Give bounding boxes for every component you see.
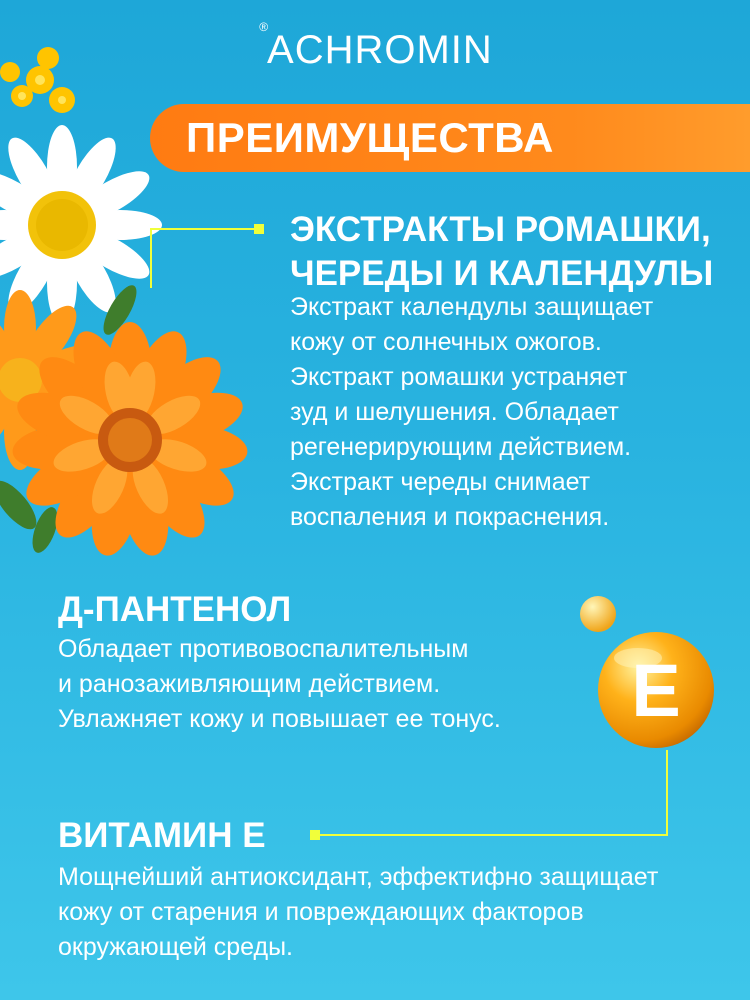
section-title-extracts: ЭКСТРАКТЫ РОМАШКИ, ЧЕРЕДЫ И КАЛЕНДУЛЫ [290, 210, 714, 293]
banner-title: ПРЕИМУЩЕСТВА [186, 114, 554, 161]
section-title-panthenol: Д-ПАНТЕНОЛ [58, 590, 292, 629]
vitamin-letter: E [631, 649, 681, 732]
section-text-extracts: Экстракт календулы защищает кожу от солнечных ожогов. Экстракт ромашки устраняет зуд и шелушения. Обладает регенерирующим действием. Экстракт череды снимает воспаления и покраснения. [290, 293, 654, 531]
yellow-herb-flowers-icon [0, 47, 75, 113]
flowers-illustration [0, 40, 260, 560]
connector-line-extracts [150, 228, 254, 230]
connector-dot-extracts [254, 224, 264, 234]
registered-mark: ® [259, 19, 270, 34]
section-text-vitamin-e: Мощнейший антиоксидант, эффектифно защищает кожу от старения и повреждающих факторов окружающей среды. [58, 863, 659, 961]
brand-name: ACHROMIN [267, 28, 493, 72]
section-text-panthenol: Обладает противовоспалительным и ранозаживляющим действием. Увлажняет кожу и повышает ее тонус. [58, 635, 501, 733]
section-title-vitamin-e: ВИТАМИН Е [58, 816, 266, 855]
vitamin-e-capsule-icon [578, 592, 718, 752]
connector-line-vitamin [318, 834, 668, 836]
connector-line-extracts-down [150, 228, 152, 288]
connector-line-vitamin-up [666, 750, 668, 836]
